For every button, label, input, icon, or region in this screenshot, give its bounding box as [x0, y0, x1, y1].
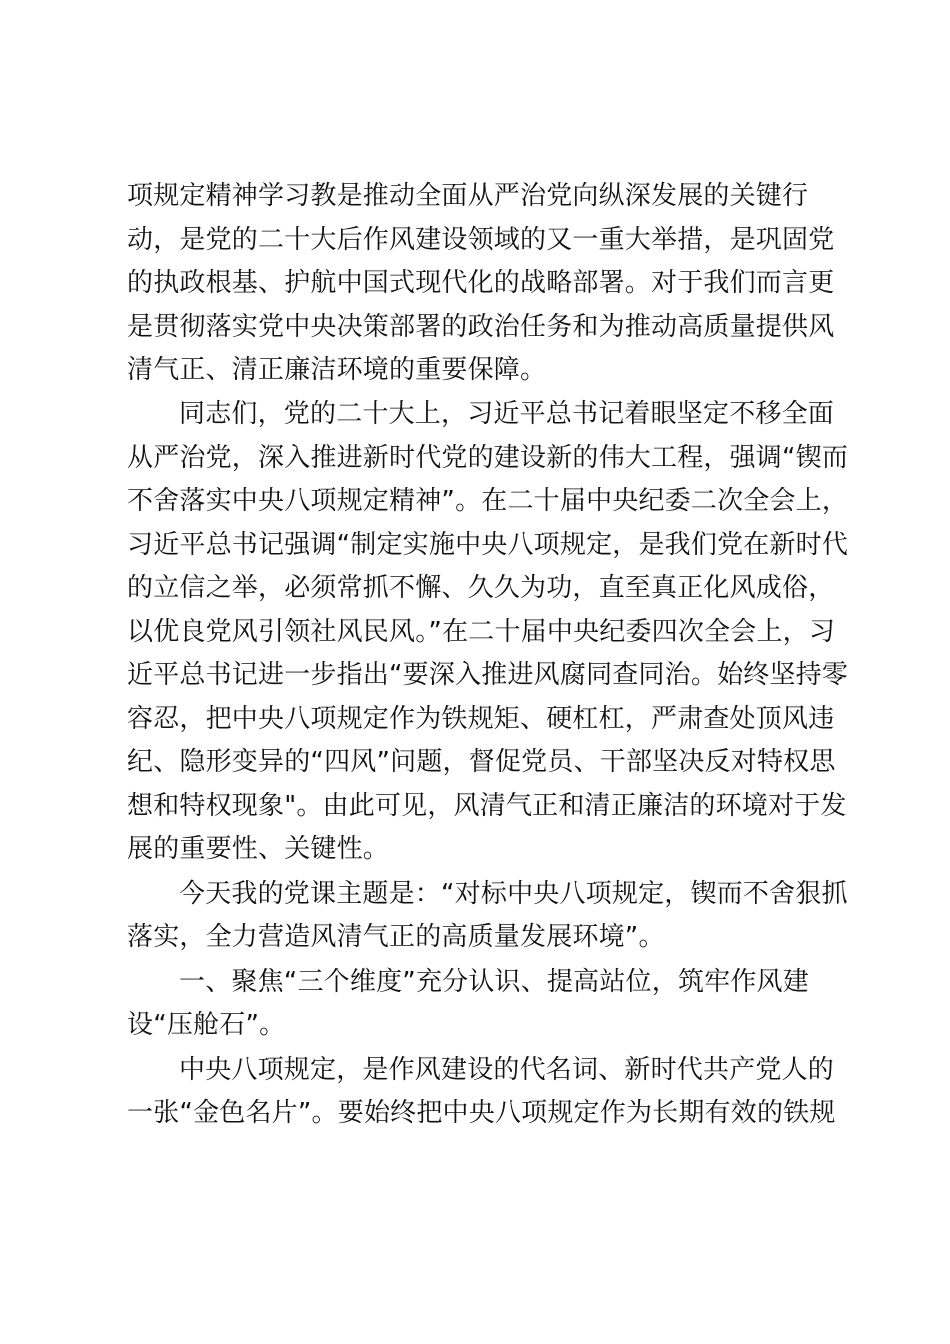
text-line: 以优良党风引领社风民风。”在二十届中央纪委四次全会上，习	[127, 616, 836, 647]
text-line: 今天我的党课主题是：“对标中央八项规定，锲而不舍狠抓	[179, 878, 848, 909]
text-line: 不舍落实中央八项规定精神”。在二十届中央纪委二次全会上，	[127, 486, 849, 517]
paragraph-3	[127, 873, 848, 960]
text-line: 落实，全力营造风清气正的高质量发展环境”。	[127, 922, 665, 953]
text-line: 动，是党的二十大后作风建设领域的又一重大举措，是巩固党	[127, 224, 835, 255]
text-line: 项规定精神学习教是推动全面从严治党向纵深发展的关键行	[127, 181, 809, 211]
text-line: 的立信之举，必须常抓不懈、久久为功，直至真正化风成俗，	[127, 573, 835, 604]
paragraph-1	[127, 175, 833, 393]
section-heading-1	[127, 961, 833, 1048]
text-line: 是贯彻落实党中央决策部署的政治任务和为推动高质量提供风	[127, 311, 835, 342]
text-line: 从严治党，深入推进新时代党的建设新的伟大工程，强调“锲而	[127, 442, 849, 473]
paragraph-5	[127, 1049, 836, 1136]
text-line: 习近平总书记强调“制定实施中央八项规定，是我们党在新时代	[127, 529, 849, 560]
text-line: 展的重要性、关键性。	[127, 834, 390, 865]
text-line: 纪、隐形变异的“四风”问题，督促党员、干部坚决反对特权思	[127, 747, 836, 778]
text-line: 中央八项规定，是作风建设的代名词、新时代共产党人的	[179, 1054, 835, 1085]
text-line: 一、聚焦“三个维度”充分认识、提高站位，筑牢作风建	[179, 966, 809, 997]
text-line: 同志们，党的二十大上，习近平总书记着眼坚定不移全面	[179, 399, 835, 430]
text-line: 想和特权现象"。由此可见，风清气正和清正廉洁的环境对于发	[127, 790, 847, 821]
text-line: 近平总书记进一步指出“要深入推进风腐同查同治。始终坚持零	[127, 660, 849, 691]
paragraph-2	[127, 393, 849, 872]
text-line: 清气正、清正廉洁环境的重要保障。	[127, 355, 547, 385]
text-line: 的执政根基、护航中国式现代化的战略部署。对于我们而言更	[127, 268, 835, 298]
text-line: 容忍，把中央八项规定作为铁规矩、硬杠杠，严肃查处顶风违	[127, 703, 835, 734]
text-line: 一张“金色名片”。要始终把中央八项规定作为长期有效的铁规	[127, 1098, 836, 1129]
document-body	[127, 175, 849, 1136]
text-line: 设“压舱石”。	[127, 1010, 286, 1041]
